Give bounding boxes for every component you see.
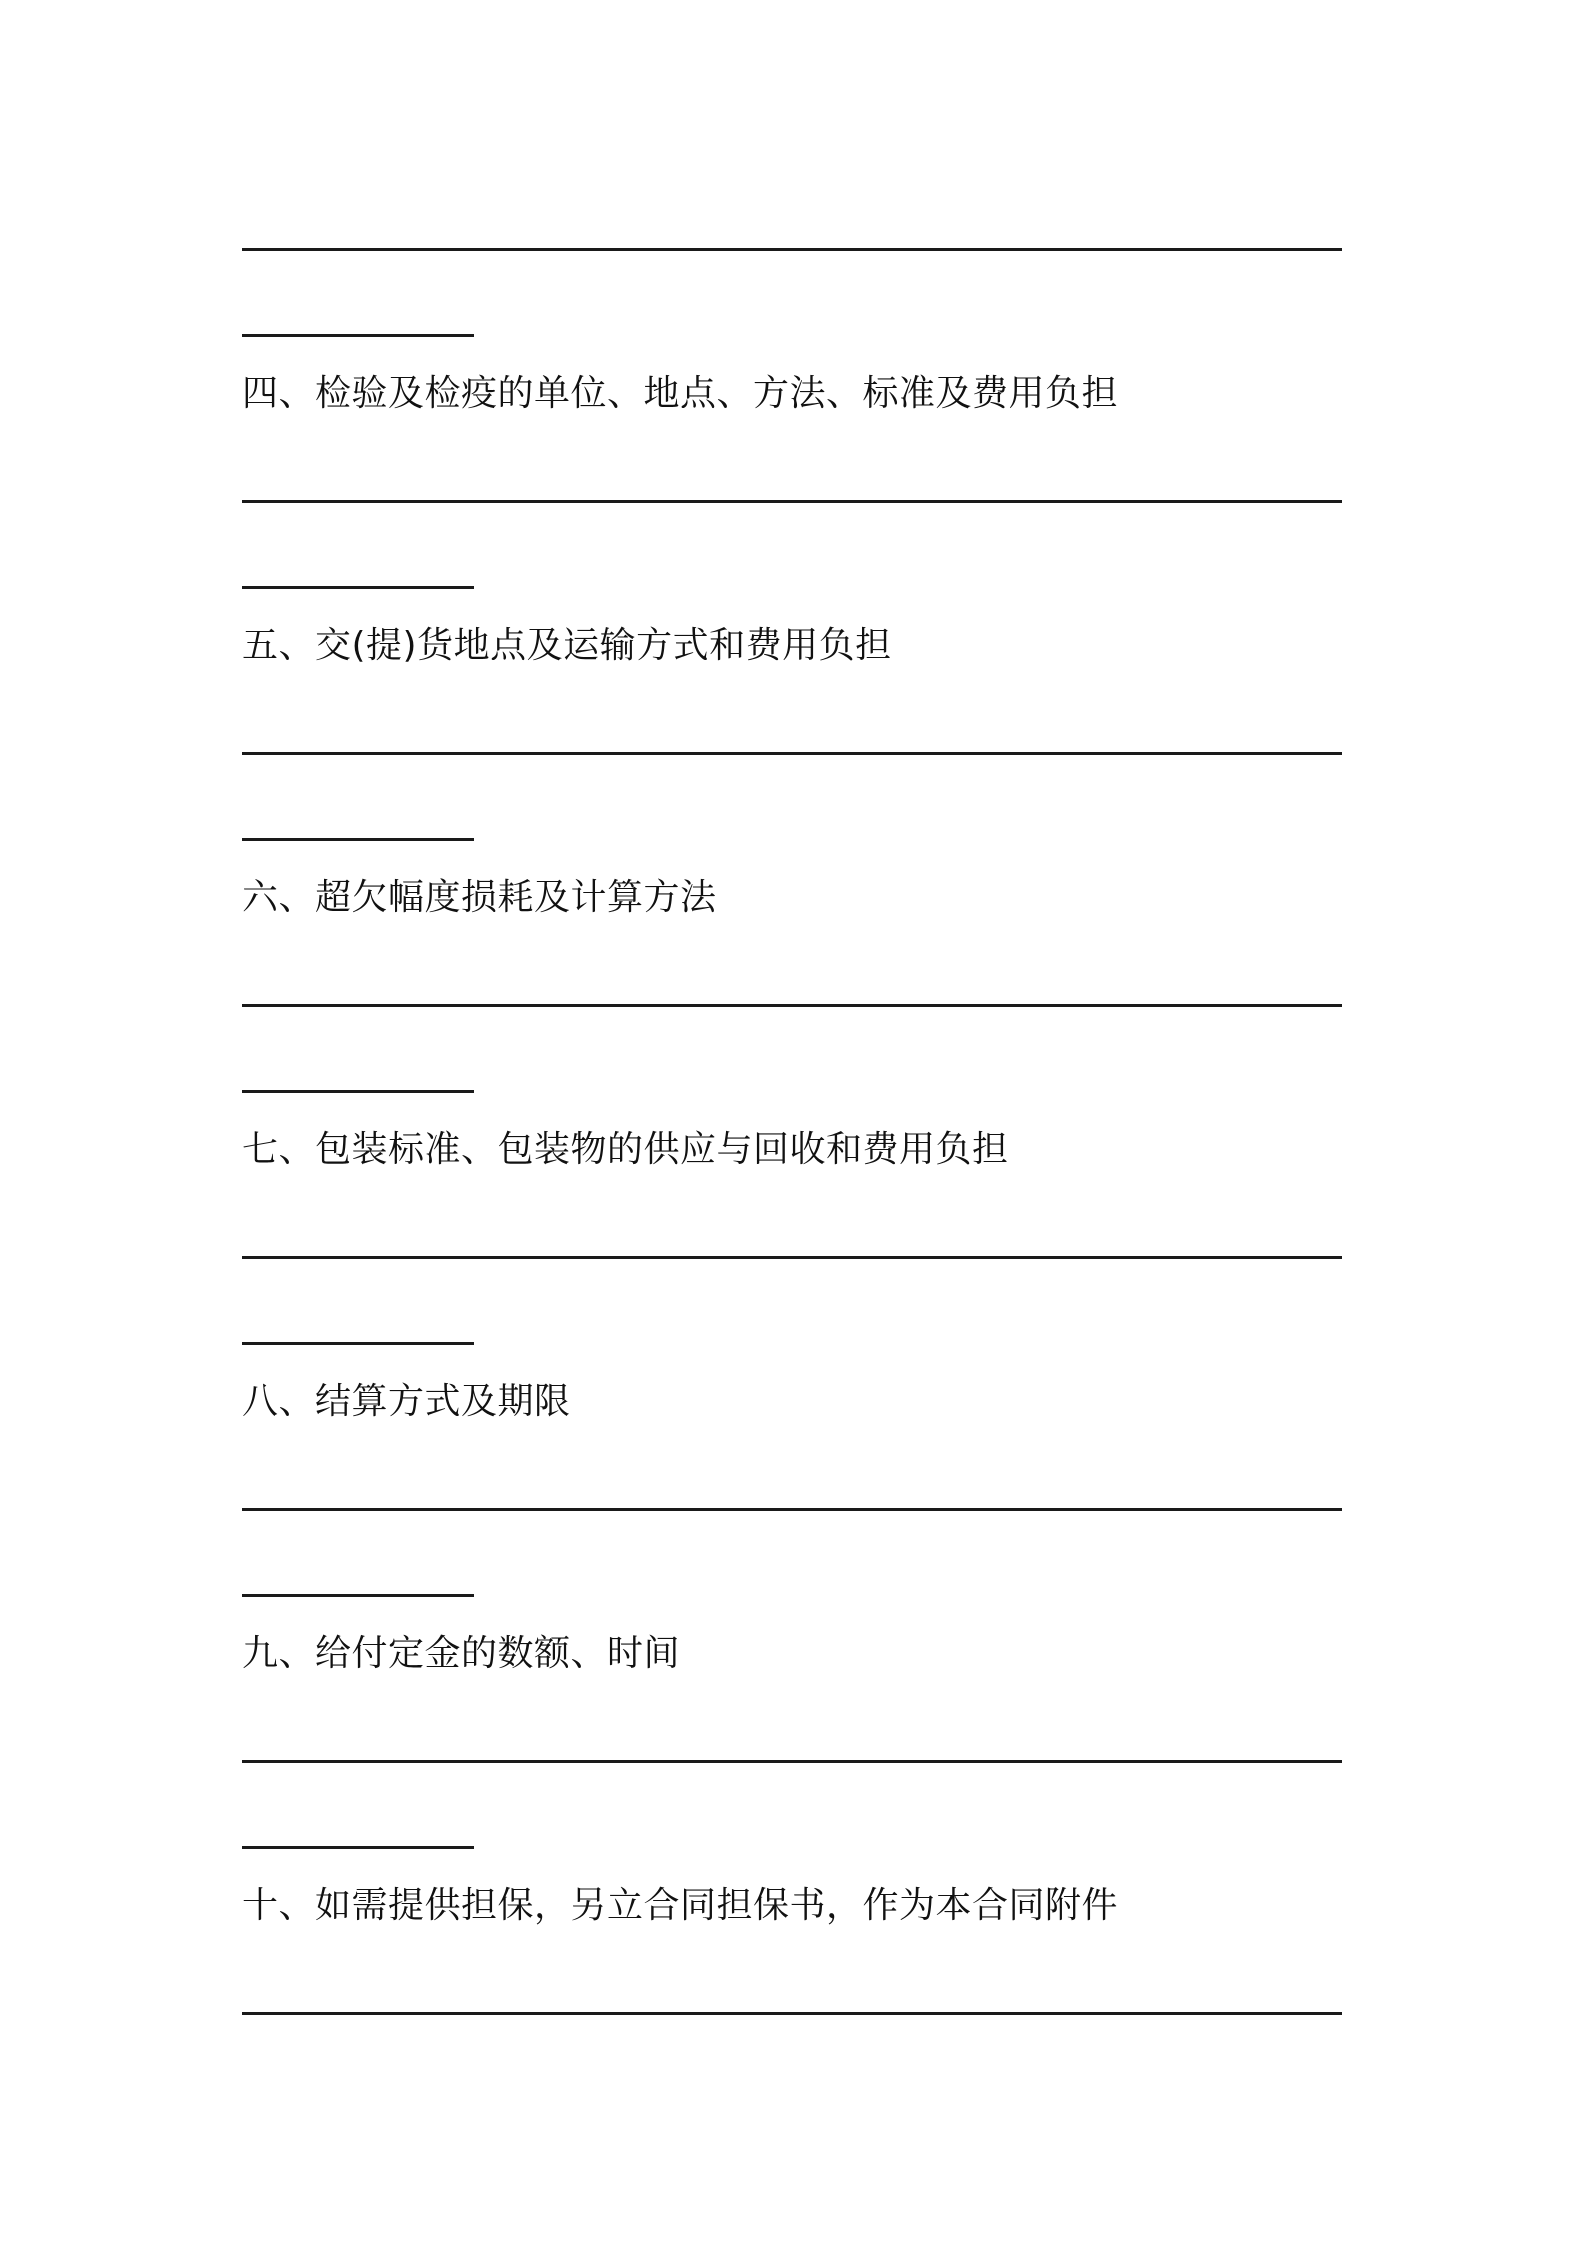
section-10-heading: 十、如需提供担保，另立合同担保书，作为本合同附件	[242, 1885, 1119, 1926]
section-4-heading: 四、检验及检疫的单位、地点、方法、标准及费用负担	[242, 373, 1119, 414]
section-5-heading: 五、交(提)货地点及运输方式和费用负担	[242, 625, 892, 666]
blank-line-short	[242, 1090, 474, 1093]
blank-line-short	[242, 1594, 474, 1597]
blank-line-short	[242, 838, 474, 841]
blank-line-full	[242, 2012, 1342, 2015]
blank-line-full	[242, 1760, 1342, 1763]
blank-line-short	[242, 334, 474, 337]
section-9-heading: 九、给付定金的数额、时间	[242, 1633, 681, 1674]
section-6-heading: 六、超欠幅度损耗及计算方法	[242, 877, 717, 918]
blank-line-short	[242, 1846, 474, 1849]
section-7-heading: 七、包装标准、包装物的供应与回收和费用负担	[242, 1129, 1009, 1170]
blank-line-short	[242, 586, 474, 589]
blank-line-full	[242, 500, 1342, 503]
section-8-heading: 八、结算方式及期限	[242, 1381, 571, 1422]
blank-line-full	[242, 1256, 1342, 1259]
blank-line-short	[242, 1342, 474, 1345]
blank-line-full	[242, 1004, 1342, 1007]
blank-line-full	[242, 752, 1342, 755]
blank-line-full	[242, 1508, 1342, 1511]
blank-line-full	[242, 248, 1342, 251]
